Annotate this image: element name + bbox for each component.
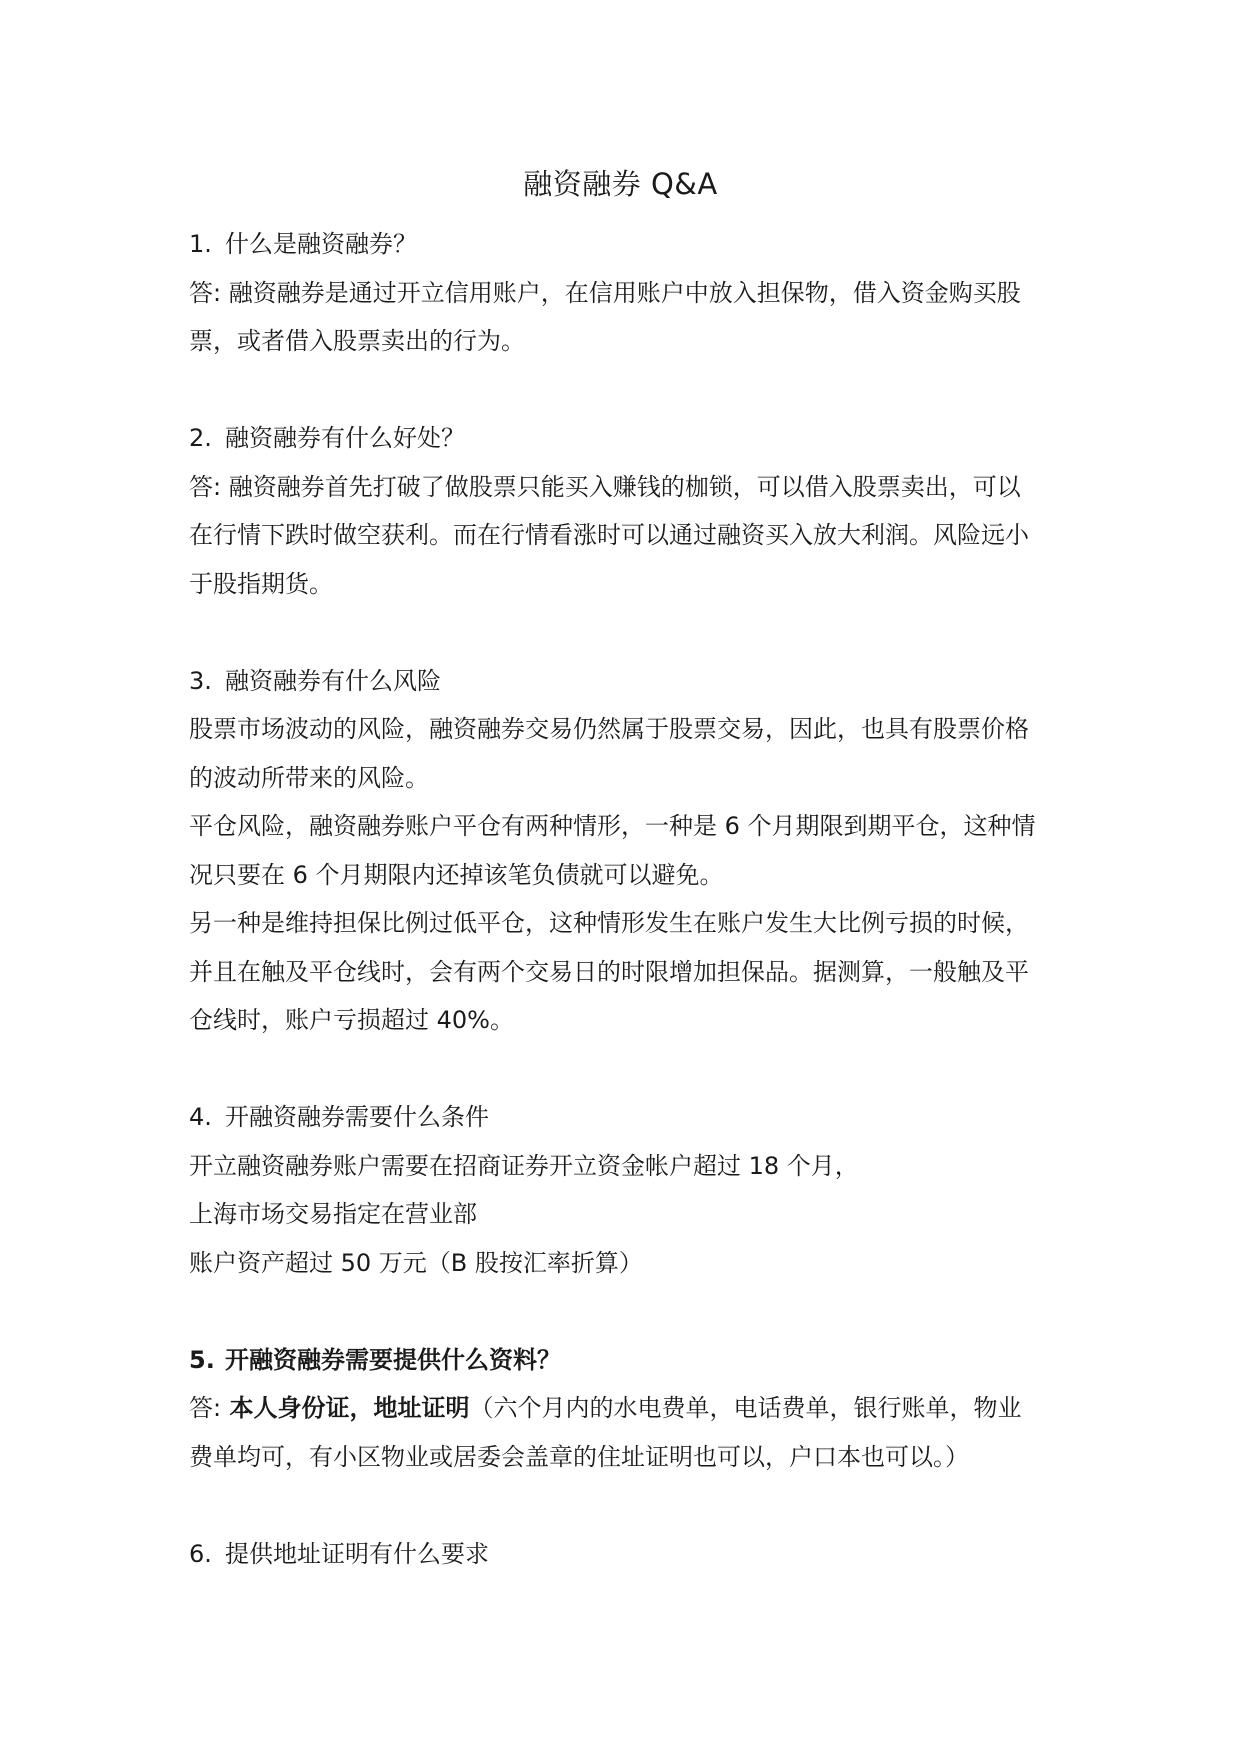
question-5-text: 开融资融券需要提供什么资料？ [225,1345,561,1374]
answer-1-prefix: 答: [189,278,222,307]
answer-1-line-1 [189,269,1059,318]
answer-4-line-2: 上海市场交易指定在营业部 [189,1200,477,1228]
paragraph-spacer [189,1287,1059,1336]
answer-3-line-3: 平仓风险，融资融券账户平仓有两种情形，一种是 6 个月期限到期平仓，这种情 [189,812,1036,840]
answer-1-text: 融资融券是通过开立信用账户，在信用账户中放入担保物，借入资金购买股 [221,278,1021,307]
question-2-text: 融资融券有什么好处？ [225,424,465,452]
answer-3-line-5: 另一种是维持担保比例过低平仓，这种情形发生在账户发生大比例亏损的时候， [189,909,1029,937]
question-1-number: 1. [189,230,212,258]
answer-5-line-2: 费单均可，有小区物业或居委会盖章的住址证明也可以，户口本也可以。） [189,1442,969,1471]
answer-5-prefix: 答: [189,1394,222,1422]
answer-5-emphasis: 本人身份证，地址证明 [221,1394,470,1422]
paragraph-spacer [189,366,1059,415]
answer-2-text: 融资融券首先打破了做股票只能买入赚钱的枷锁，可以借入股票卖出，可以 [221,472,1021,501]
document-body [189,220,1059,1578]
question-2-number: 2. [189,424,212,452]
question-1-text: 什么是融资融券？ [225,230,417,258]
paragraph-spacer [189,1045,1059,1094]
answer-3-line-4: 况只要在 6 个月期限内还掉该笔负债就可以避免。 [189,860,724,889]
question-3-text: 融资融券有什么风险 [225,666,441,695]
answer-2-line-1 [189,463,1059,512]
answer-3-line-1: 股票市场波动的风险，融资融券交易仍然属于股票交易，因此，也具有股票价格 [189,715,1029,743]
answer-5-text: （六个月内的水电费单，电话费单，银行账单，物业 [469,1394,1022,1422]
page-title: 融资融券 Q&A [523,167,718,201]
question-5-number: 5. [189,1345,215,1374]
paragraph-spacer [189,608,1059,657]
question-1 [189,220,1059,269]
answer-2-prefix: 答: [189,472,222,501]
answer-3-line-2: 的波动所带来的风险。 [189,763,429,792]
paragraph-spacer [189,1481,1059,1530]
question-3 [189,657,1059,706]
answer-1-line-2: 票，或者借入股票卖出的行为。 [189,327,525,355]
question-4 [189,1093,1059,1142]
question-3-number: 3. [189,666,212,695]
question-4-text: 开融资融券需要什么条件 [225,1103,489,1131]
question-2 [189,414,1059,463]
question-6 [189,1530,1059,1579]
answer-4-line-3: 账户资产超过 50 万元（B 股按汇率折算） [189,1248,643,1277]
answer-4-line-1: 开立融资融券账户需要在招商证券开立资金帐户超过 18 个月， [189,1151,859,1180]
question-6-number: 6. [189,1539,212,1568]
answer-2-line-3: 于股指期货。 [189,569,333,598]
answer-2-line-2: 在行情下跌时做空获利。而在行情看涨时可以通过融资买入放大利润。风险远小 [189,521,1029,549]
answer-3-line-7: 仓线时，账户亏损超过 40%。 [189,1006,514,1034]
answer-3-line-6: 并且在触及平仓线时，会有两个交易日的时限增加担保品。据测算，一般触及平 [189,957,1029,986]
question-6-text: 提供地址证明有什么要求 [225,1539,489,1568]
answer-5-line-1 [189,1384,1059,1433]
question-4-number: 4. [189,1103,212,1131]
question-5 [189,1336,1059,1385]
